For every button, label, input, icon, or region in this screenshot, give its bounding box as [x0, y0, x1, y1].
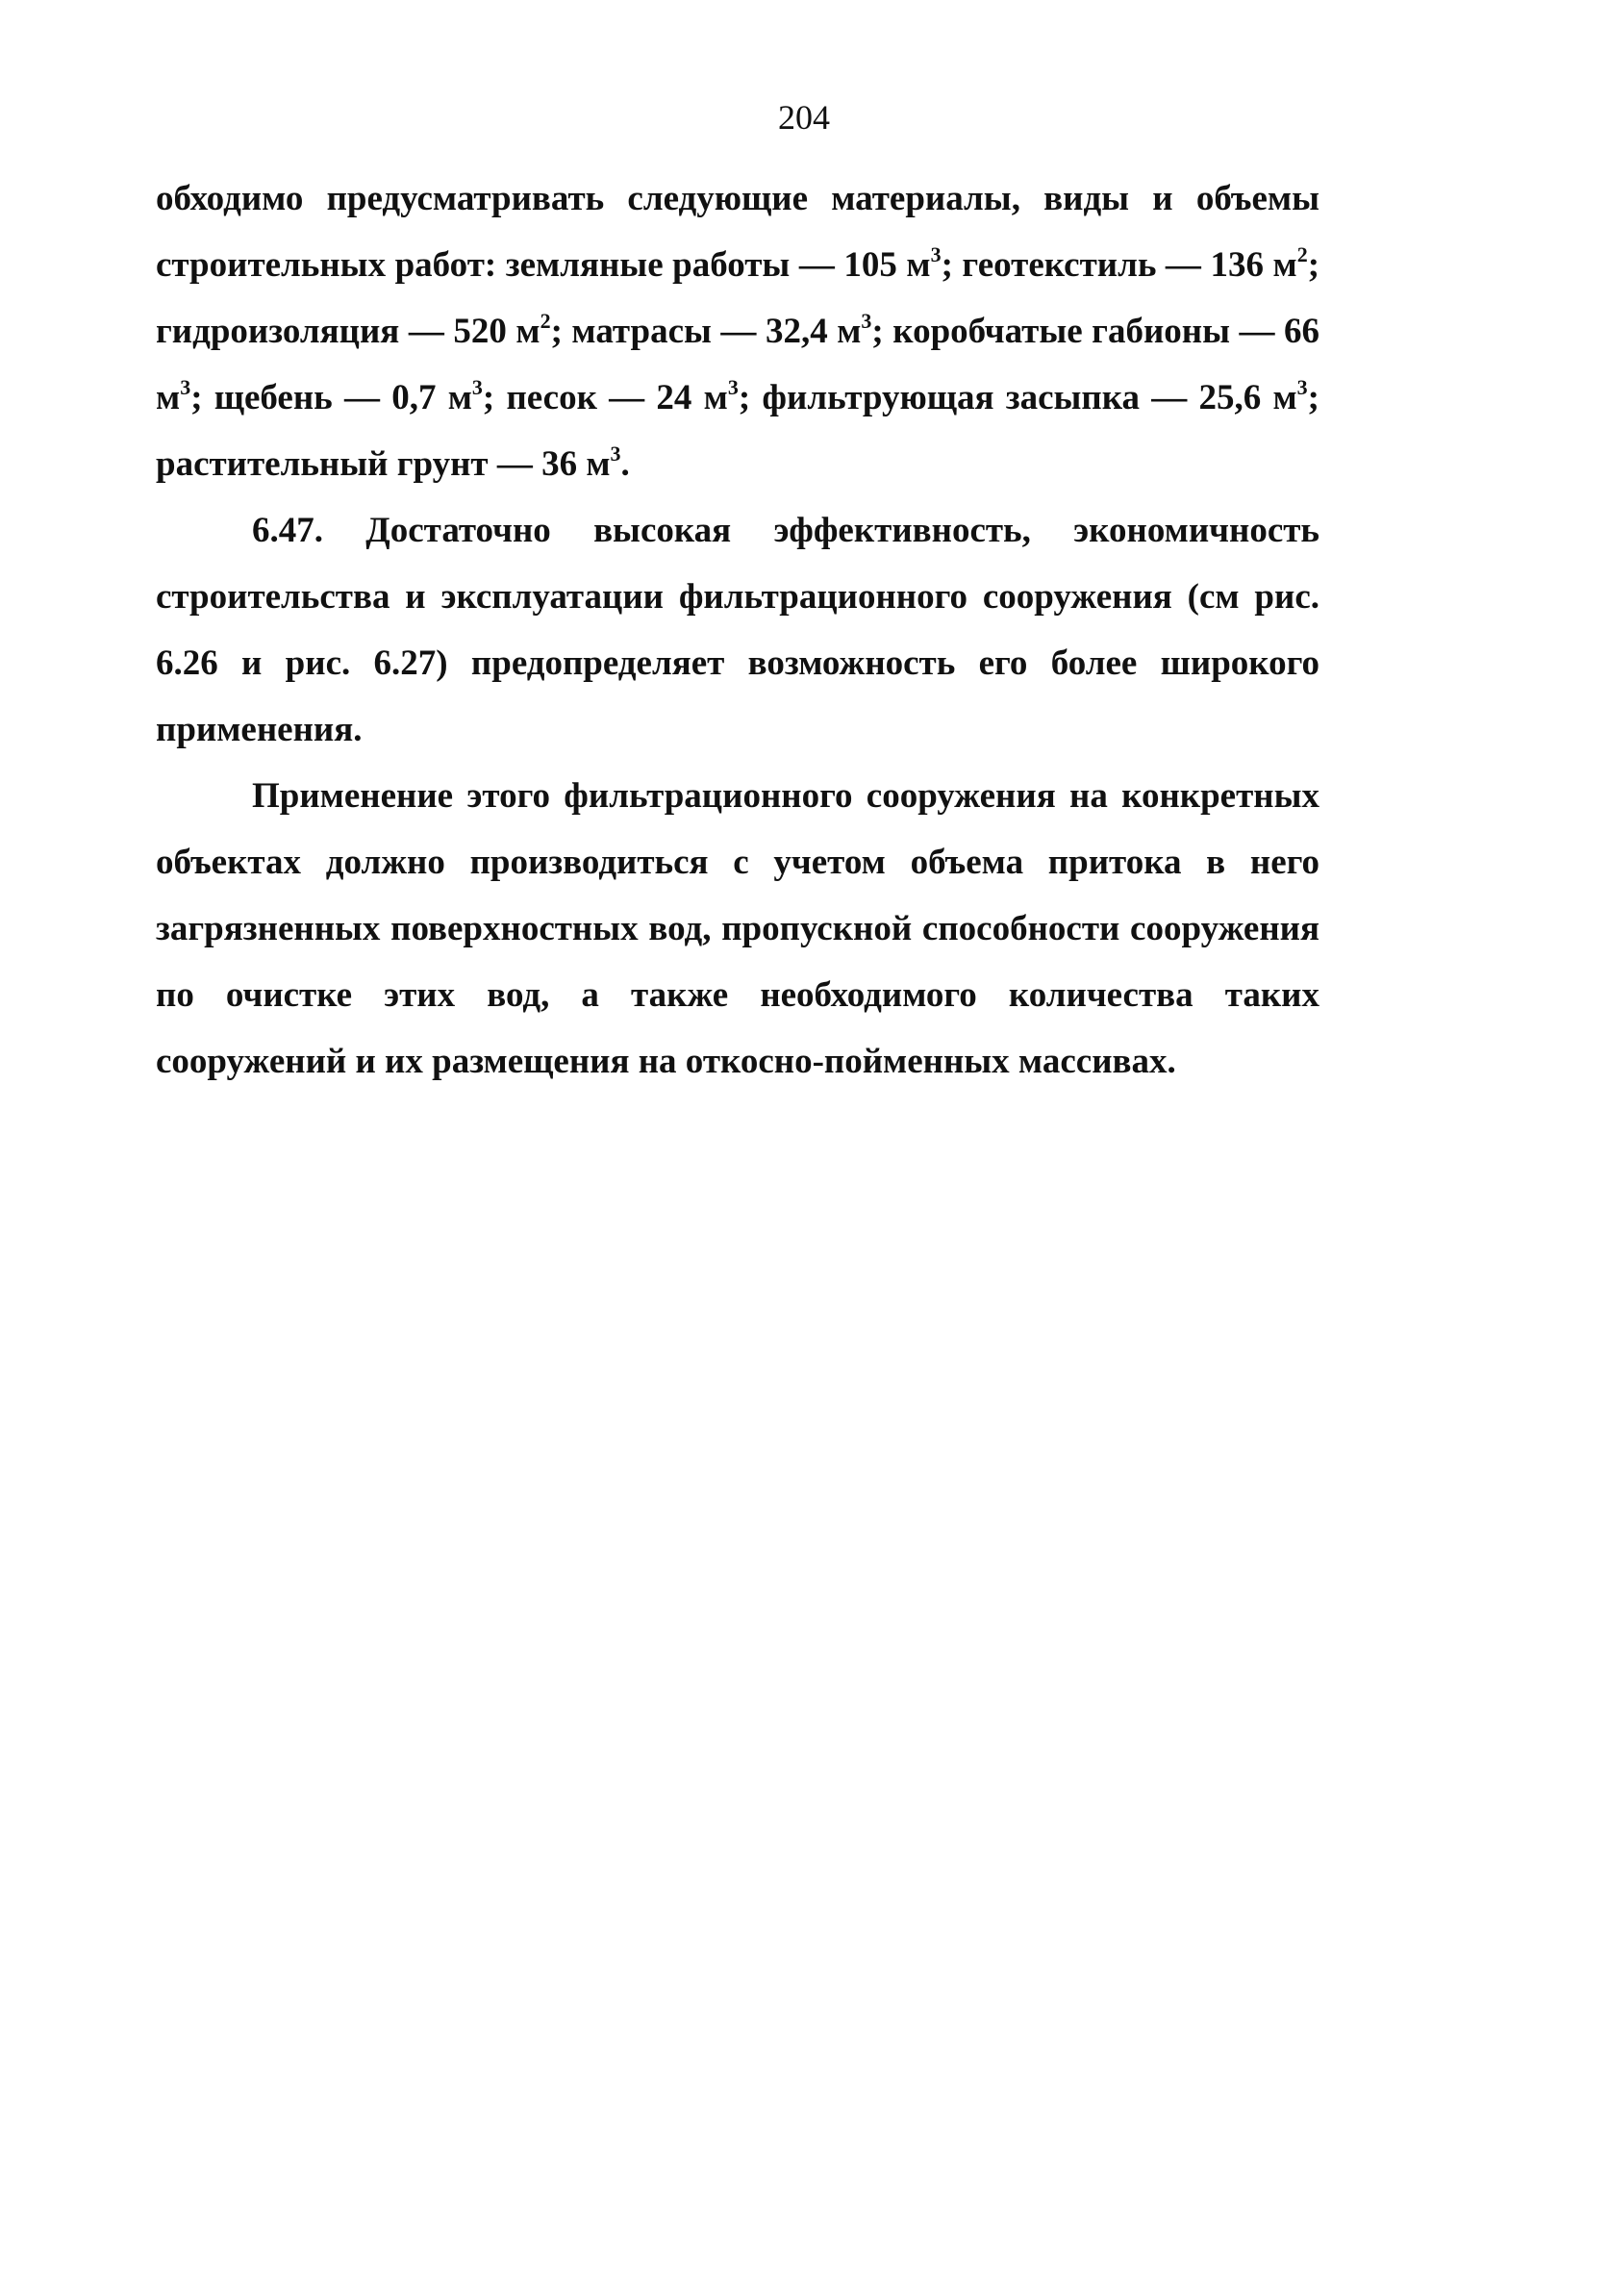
unit-exponent: 3: [610, 442, 621, 466]
page-number: 204: [778, 98, 830, 137]
unit-exponent: 3: [930, 242, 942, 266]
unit-exponent: 2: [1296, 242, 1308, 266]
text-run: .: [620, 444, 630, 484]
text-run: ; коробчатые габионы — 66 м: [156, 312, 1320, 417]
paragraph-6-47: [156, 497, 1319, 763]
unit-exponent: 3: [180, 375, 191, 399]
unit-exponent: 3: [471, 375, 483, 399]
text-run: ; щебень — 0,7 м: [190, 378, 472, 417]
text-run: обходимо предусматривать следующие материалы, виды и объемы строительных работ: земляные работы — 105 м: [156, 179, 1319, 285]
text-run: ; гидроизоляция — 520 м: [156, 245, 1320, 351]
text-run: 6.47. Достаточно высокая эффективность, экономичность строительства и эксплуатации фильтрационного сооружения (см рис. 6.26 и рис. 6.27) предопределяет возможность его более широкого применения.: [156, 511, 1319, 749]
text-run: Применение этого фильтрационного сооружения на конкретных объектах должно производиться с учетом объема притока в него загрязненных поверхностных вод, пропускной способности сооружения по очистке этих вод, а также необходимого количества таких сооружений и их размещения на откосно-пойменных массивах.: [156, 776, 1319, 1081]
text-run: ; растительный грунт — 36 м: [156, 378, 1319, 484]
text-run: ; песок — 24 м: [482, 378, 728, 417]
text-run: ; фильтрующая засыпка — 25,6 м: [738, 378, 1297, 417]
unit-exponent: 2: [540, 309, 551, 333]
body-text: [156, 165, 1319, 1095]
unit-exponent: 3: [727, 375, 739, 399]
text-run: ; матрасы — 32,4 м: [550, 312, 862, 351]
text-run: ; геотекстиль — 136 м: [941, 245, 1297, 285]
unit-exponent: 3: [861, 309, 872, 333]
paragraph-continuation: [156, 165, 1319, 497]
paragraph-application: [156, 763, 1319, 1095]
unit-exponent: 3: [1296, 375, 1308, 399]
